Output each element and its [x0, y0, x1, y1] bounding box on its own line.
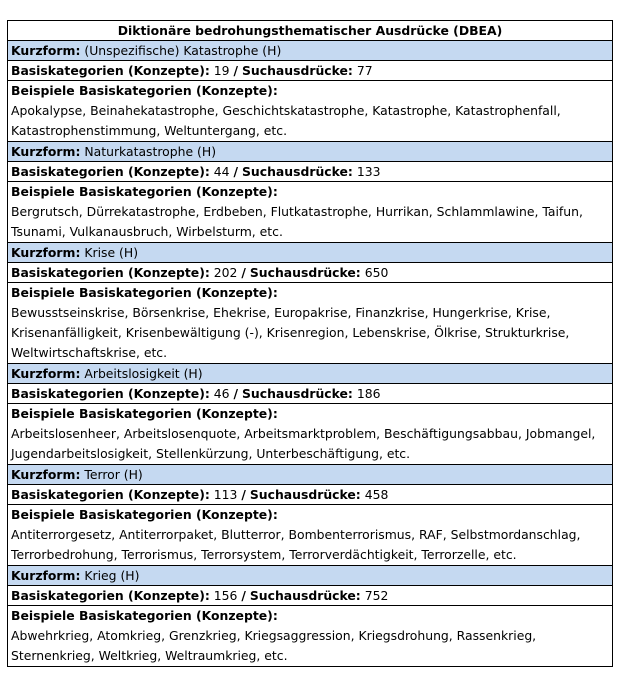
such-value: 650 — [364, 265, 389, 280]
examples-row — [8, 182, 612, 243]
examples-label: Beispiele Basiskategorien (Konzepte): — [11, 507, 278, 522]
counts-row — [8, 263, 612, 283]
basis-label: Basiskategorien (Konzepte): — [11, 63, 210, 78]
such-value: 752 — [364, 588, 389, 603]
kurzform-row — [8, 41, 612, 61]
examples-label: Beispiele Basiskategorien (Konzepte): — [11, 285, 278, 300]
kurzform-value: Krieg (H) — [84, 568, 140, 583]
kurzform-label: Kurzform: — [11, 366, 81, 381]
kurzform-label: Kurzform: — [11, 568, 81, 583]
kurzform-value: (Unspezifische) Katastrophe (H) — [84, 43, 282, 58]
basis-value: 156 — [213, 588, 238, 603]
separator: / — [241, 265, 246, 280]
examples-text: Weltwirtschaftskrise, etc. — [11, 345, 168, 360]
basis-value: 202 — [213, 265, 238, 280]
examples-text: Abwehrkrieg, Atomkrieg, Grenzkrieg, Kriegsaggression, Kriegsdrohung, Rassenkrieg, — [11, 628, 537, 643]
counts-row — [8, 61, 612, 81]
basis-value: 113 — [213, 487, 238, 502]
counts-row — [8, 485, 612, 505]
separator: / — [241, 588, 246, 603]
such-label: Suchausdrücke: — [249, 487, 361, 502]
such-label: Suchausdrücke: — [242, 164, 353, 179]
examples-row — [8, 505, 612, 566]
kurzform-row — [8, 243, 612, 263]
examples-label: Beispiele Basiskategorien (Konzepte): — [11, 608, 278, 623]
kurzform-value: Terror (H) — [84, 467, 143, 482]
examples-text: Jugendarbeitslosigkeit, Stellenkürzung, Unterbeschäftigung, etc. — [11, 446, 411, 461]
such-value: 133 — [356, 164, 381, 179]
examples-label: Beispiele Basiskategorien (Konzepte): — [11, 184, 278, 199]
kurzform-label: Kurzform: — [11, 43, 81, 58]
basis-value: 44 — [213, 164, 230, 179]
examples-text: Bewusstseinskrise, Börsenkrise, Ehekrise, Europakrise, Finanzkrise, Hungerkrise, Krise, — [11, 305, 551, 320]
kurzform-label: Kurzform: — [11, 467, 81, 482]
kurzform-row — [8, 465, 612, 485]
examples-text: Antiterrorgesetz, Antiterrorpaket, Blutterror, Bombenterrorismus, RAF, Selbstmordanschlag, — [11, 527, 581, 542]
separator: / — [233, 386, 239, 401]
counts-row — [8, 384, 612, 404]
kurzform-value: Krise (H) — [84, 245, 139, 260]
examples-row — [8, 81, 612, 142]
kurzform-row — [8, 566, 612, 586]
kurzform-row — [8, 142, 612, 162]
examples-row — [8, 404, 612, 465]
such-label: Suchausdrücke: — [249, 265, 361, 280]
such-value: 77 — [356, 63, 373, 78]
such-value: 458 — [364, 487, 389, 502]
separator: / — [241, 487, 246, 502]
basis-label: Basiskategorien (Konzepte): — [11, 265, 210, 280]
counts-row — [8, 162, 612, 182]
such-value: 186 — [356, 386, 381, 401]
kurzform-value: Naturkatastrophe (H) — [84, 144, 217, 159]
basis-label: Basiskategorien (Konzepte): — [11, 588, 210, 603]
such-label: Suchausdrücke: — [242, 63, 353, 78]
basis-label: Basiskategorien (Konzepte): — [11, 386, 210, 401]
basis-label: Basiskategorien (Konzepte): — [11, 164, 210, 179]
examples-row — [8, 606, 612, 666]
examples-text: Arbeitslosenheer, Arbeitslosenquote, Arbeitsmarktproblem, Beschäftigungsabbau, Jobmangel, — [11, 426, 596, 441]
kurzform-label: Kurzform: — [11, 144, 81, 159]
examples-label: Beispiele Basiskategorien (Konzepte): — [11, 83, 278, 98]
basis-value: 46 — [213, 386, 230, 401]
such-label: Suchausdrücke: — [242, 386, 353, 401]
table-title: Diktionäre bedrohungsthematischer Ausdrücke (DBEA) — [8, 21, 612, 41]
examples-text: Katastrophenstimmung, Weltuntergang, etc. — [11, 123, 288, 138]
examples-label: Beispiele Basiskategorien (Konzepte): — [11, 406, 278, 421]
separator: / — [233, 164, 239, 179]
separator: / — [233, 63, 239, 78]
examples-row — [8, 283, 612, 364]
such-label: Suchausdrücke: — [249, 588, 361, 603]
table-body — [8, 41, 612, 666]
kurzform-row — [8, 364, 612, 384]
kurzform-label: Kurzform: — [11, 245, 81, 260]
examples-text: Tsunami, Vulkanausbruch, Wirbelsturm, etc. — [11, 224, 283, 239]
examples-text: Bergrutsch, Dürrekatastrophe, Erdbeben, Flutkatastrophe, Hurrikan, Schlammlawine, Taifun, — [11, 204, 583, 219]
examples-text: Krisenanfälligkeit, Krisenbewältigung (-), Krisenregion, Lebenskrise, Ölkrise, Strukturkrise, — [11, 325, 570, 340]
examples-text: Apokalypse, Beinahekatastrophe, Geschichtskatastrophe, Katastrophe, Katastrophenfall, — [11, 103, 561, 118]
basis-value: 19 — [213, 63, 230, 78]
kurzform-value: Arbeitslosigkeit (H) — [84, 366, 203, 381]
dictionary-table — [7, 20, 613, 667]
examples-text: Sternenkrieg, Weltkrieg, Weltraumkrieg, etc. — [11, 648, 288, 663]
examples-text: Terrorbedrohung, Terrorismus, Terrorsystem, Terrorverdächtigkeit, Terrorzelle, etc. — [11, 547, 517, 562]
basis-label: Basiskategorien (Konzepte): — [11, 487, 210, 502]
counts-row — [8, 586, 612, 606]
